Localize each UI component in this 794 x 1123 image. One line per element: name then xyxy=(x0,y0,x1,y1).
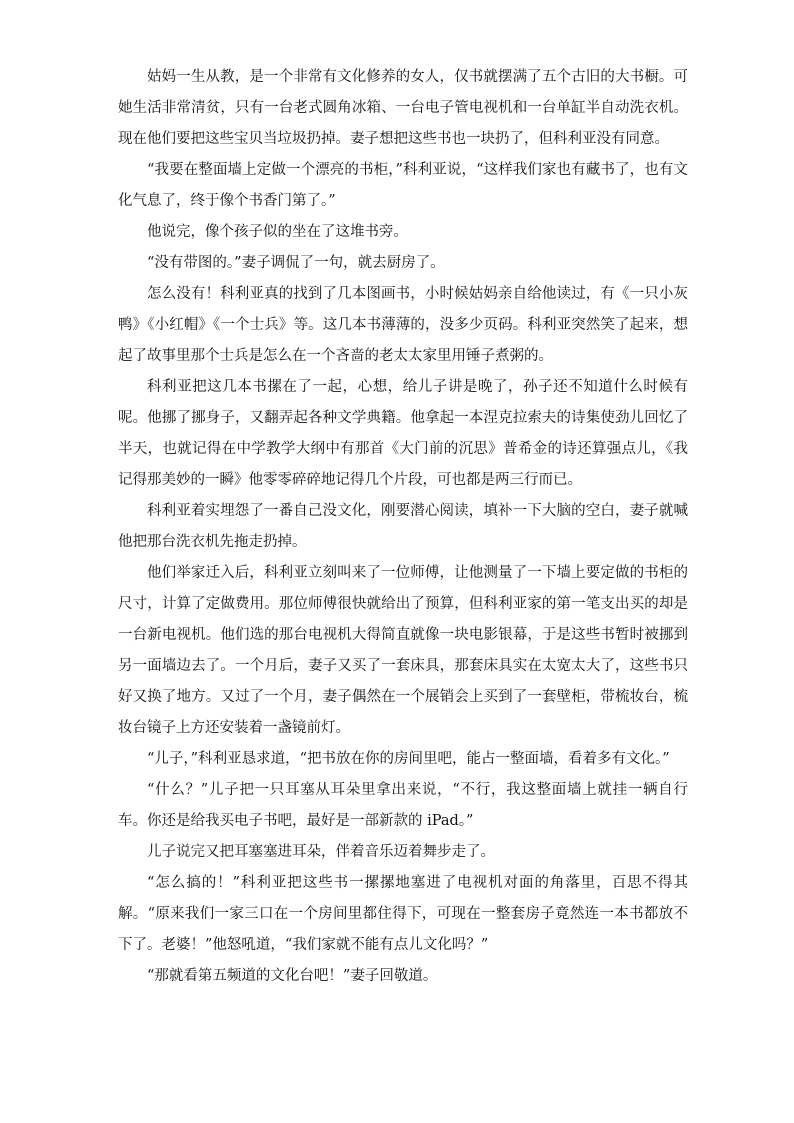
paragraph-1: 姑妈一生从教，是一个非常有文化修养的女人，仅书就摆满了五个古旧的大书橱。可她生活非常清贫，只有一台老式圆角冰箱、一台电子管电视机和一台单缸半自动洗衣机。现在他们要把这些宝贝当垃圾扔掉。妻子想把这些书也一块扔了，但科利亚没有同意。 xyxy=(118,69,688,147)
paragraph-6: 科利亚把这几本书摞在了一起，心想，给儿子讲是晚了，孙子还不知道什么时候有呢。他挪了挪身子，又翻弄起各种文学典籍。他拿起一本涅克拉索夫的诗集使劲儿回忆了半天，也就记得在中学教学大纲中有那首《大门前的沉思》普希金的诗还算强点儿，《我记得那美妙的一瞬》他零零碎碎地记得几个片段，可也都是两三行而已。 xyxy=(118,379,688,488)
paragraph-7: 科利亚着实埋怨了一番自己没文化，刚要潜心阅读，填补一下大脑的空白，妻子就喊他把那台洗衣机先拖走扔掉。 xyxy=(118,503,688,550)
paragraph-13: “那就看第五频道的文化台吧！”妻子回敬道。 xyxy=(147,968,438,984)
paragraph-10: “什么？”儿子把一只耳塞从耳朵里拿出来说，“不行，我这整面墙上就挂一辆自行车。你还是给我买电子书吧，最好是一部新款的 iPad。” xyxy=(118,782,688,829)
paragraph-2: “我要在整面墙上定做一个漂亮的书柜，”科利亚说，“这样我们家也有藏书了，也有文化气息了，终于像个书香门第了。” xyxy=(118,162,688,209)
paragraph-11: 儿子说完又把耳塞塞进耳朵，伴着音乐迈着舞步走了。 xyxy=(147,844,495,860)
paragraph-4: “没有带图的。”妻子调侃了一句，就去厨房了。 xyxy=(147,255,445,271)
paragraph-8: 他们举家迁入后，科利亚立刻叫来了一位师傅，让他测量了一下墙上要定做的书柜的尺寸，计算了定做费用。那位师傅很快就给出了预算，但科利亚家的第一笔支出买的却是一台新电视机。他们选的那台电视机大得简直就像一块电影银幕，于是这些书暂时被挪到另一面墙边去了。一个月后，妻子又买了一套床具，那套床具实在太宽太大了，这些书只好又换了地方。又过了一个月，妻子偶然在一个展销会上买到了一套壁柜，带梳妆台，梳妆台镜子上方还安装着一盏镜前灯。 xyxy=(118,565,688,736)
paragraph-12: “怎么搞的！”科利亚把这些书一摞摞地塞进了电视机对面的角落里，百思不得其解。“原来我们一家三口在一个房间里都住得下，可现在一整套房子竟然连一本书都放不下了。老婆！”他怒吼道，“我们家就不能有点儿文化吗？” xyxy=(118,875,688,953)
paragraph-9: “儿子，”科利亚恳求道，“把书放在你的房间里吧，能占一整面墙，看着多有文化。” xyxy=(147,751,670,767)
paragraph-3: 他说完，像个孩子似的坐在了这堆书旁。 xyxy=(147,224,408,240)
document-page xyxy=(118,62,688,992)
paragraph-5: 怎么没有！科利亚真的找到了几本图画书，小时候姑妈亲自给他读过，有《一只小灰鸭》《小红帽》《一个士兵》等。这几本书薄薄的，没多少页码。科利亚突然笑了起来，想起了故事里那个士兵是怎么在一个吝啬的老太太家里用锤子煮粥的。 xyxy=(118,286,688,364)
